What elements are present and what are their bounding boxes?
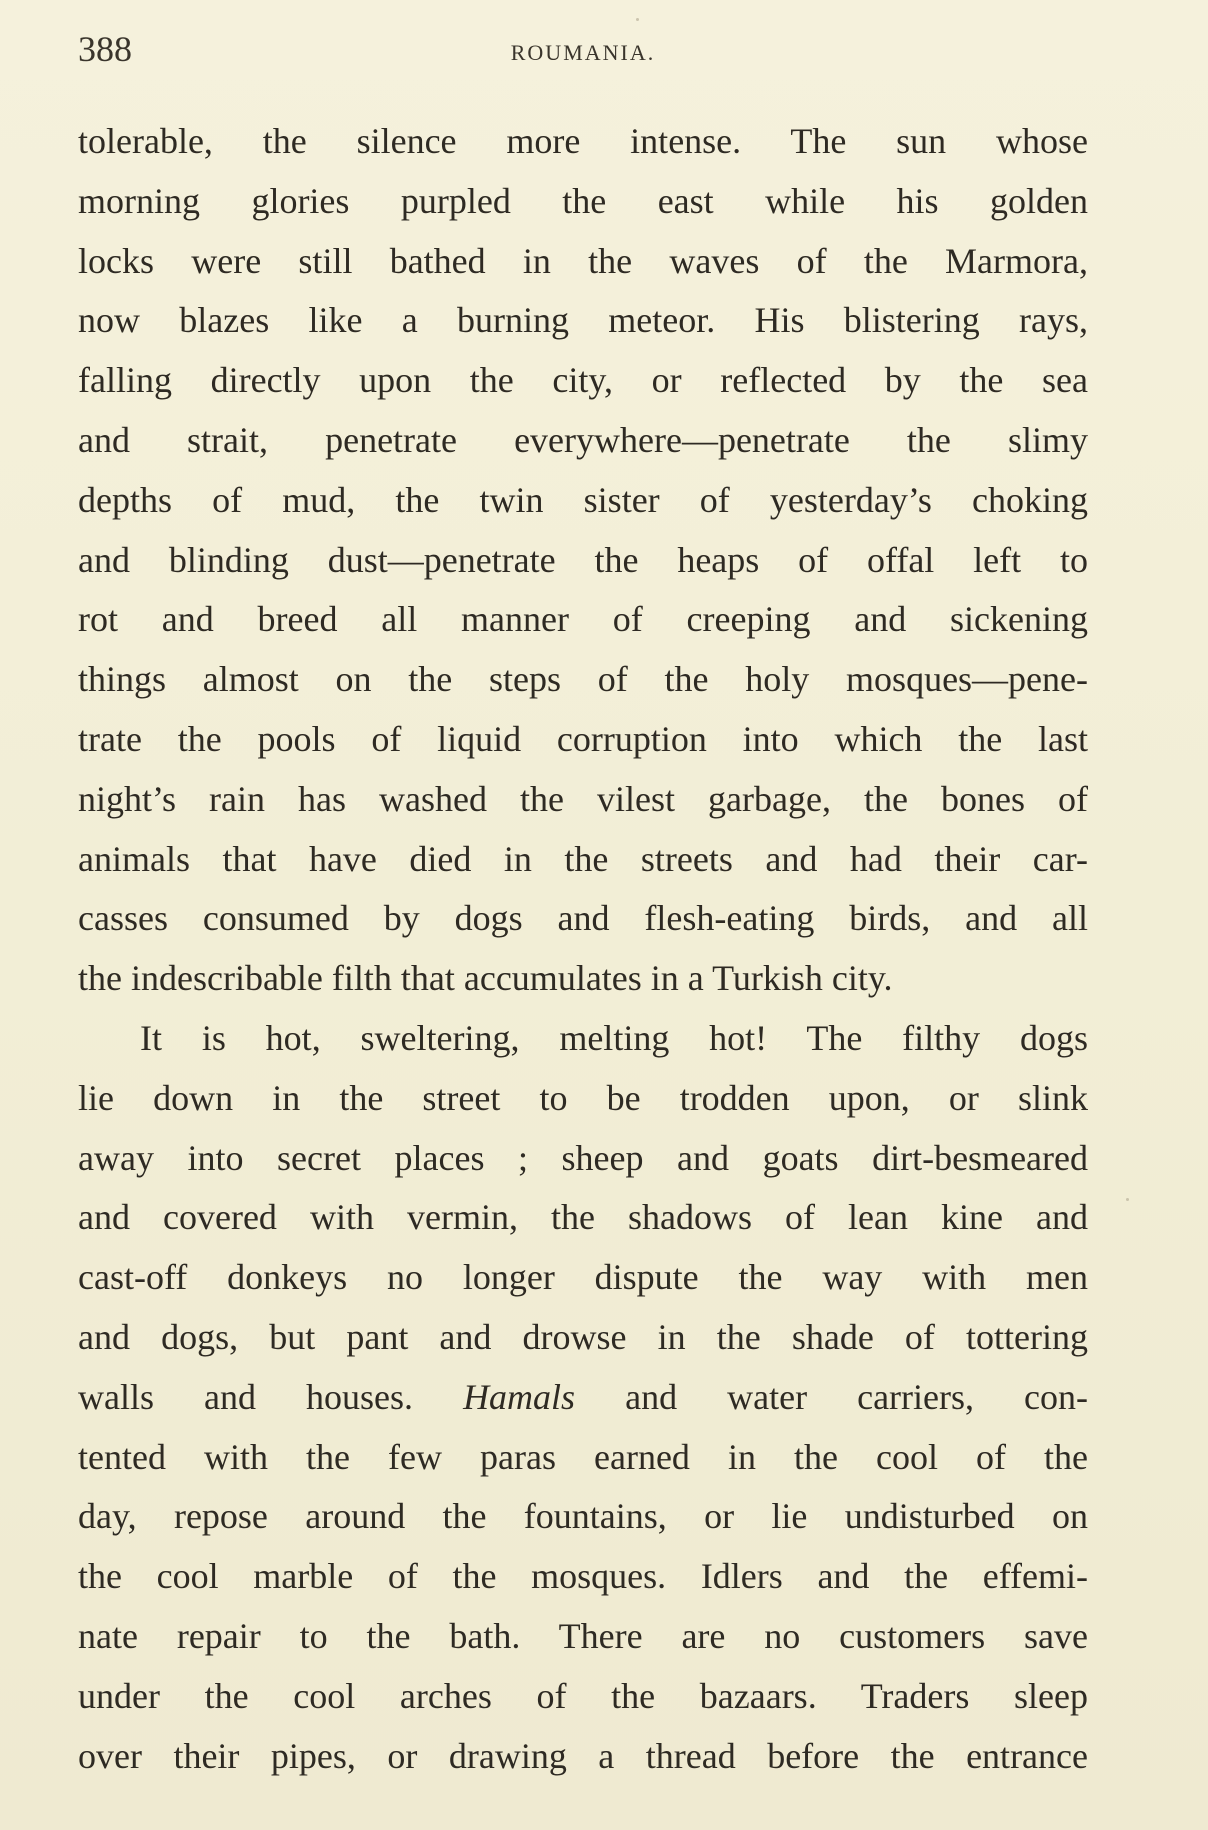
paragraph-start-line: It is hot, sweltering, melting hot! The filthy dogs [140,1017,1088,1058]
running-head: ROUMANIA. [510,40,656,65]
text-line: falling directly upon the city, or reflected by the sea [78,360,1088,401]
paper-speck [636,18,639,21]
text-line: night’s rain has washed the vilest garbage, the bones of [78,778,1088,819]
text-line: and dogs, but pant and drowse in the shade of tottering [78,1316,1088,1357]
text-line: lie down in the street to be trodden upon, or slink [78,1077,1088,1118]
text-line: tented with the few paras earned in the cool of the [78,1436,1088,1477]
text-line: morning glories purpled the east while his golden [78,180,1088,221]
text-line: things almost on the steps of the holy mosques—pene- [78,659,1088,700]
text-line: animals that have died in the streets and had their car- [78,838,1088,879]
italic-term: Hamals [463,1376,576,1417]
text-line: and strait, penetrate everywhere—penetrate the slimy [78,419,1088,460]
paragraph-end-line: the indescribable filth that accumulates in a Turkish city. [78,958,893,999]
text-line: nate repair to the bath. There are no customers save [78,1615,1088,1656]
paper-speck [1126,1198,1129,1201]
text-line: and covered with vermin, the shadows of lean kine and [78,1197,1088,1238]
text-line: the cool marble of the mosques. Idlers and the effemi- [78,1556,1088,1597]
body-text [78,112,1088,1786]
text-line: under the cool arches of the bazaars. Traders sleep [78,1675,1088,1716]
text-line: over their pipes, or drawing a thread before the entrance [78,1735,1088,1776]
text-line: depths of mud, the twin sister of yesterday’s choking [78,479,1088,520]
text-line: away into secret places ; sheep and goats dirt-besmeared [78,1137,1088,1178]
text-line: cast-off donkeys no longer dispute the way with men [78,1257,1088,1298]
text-line: trate the pools of liquid corruption into which the last [78,718,1088,759]
text-line: and blinding dust—penetrate the heaps of offal left to [78,539,1088,580]
text-line: now blazes like a burning meteor. His blistering rays, [78,300,1088,341]
line-segment: walls and houses. [78,1376,464,1417]
text-line: tolerable, the silence more intense. The sun whose [78,121,1088,161]
page-number: 388 [78,29,132,69]
text-line: day, repose around the fountains, or lie undisturbed on [78,1496,1088,1537]
text-line: rot and breed all manner of creeping and sickening [78,599,1088,640]
line-segment: and water carriers, con- [575,1376,1088,1417]
text-line-with-italic [78,1368,1088,1428]
text-line: casses consumed by dogs and flesh-eating birds, and all [78,898,1088,939]
page-header [78,24,1088,74]
text-line: locks were still bathed in the waves of the Marmora, [78,240,1088,281]
